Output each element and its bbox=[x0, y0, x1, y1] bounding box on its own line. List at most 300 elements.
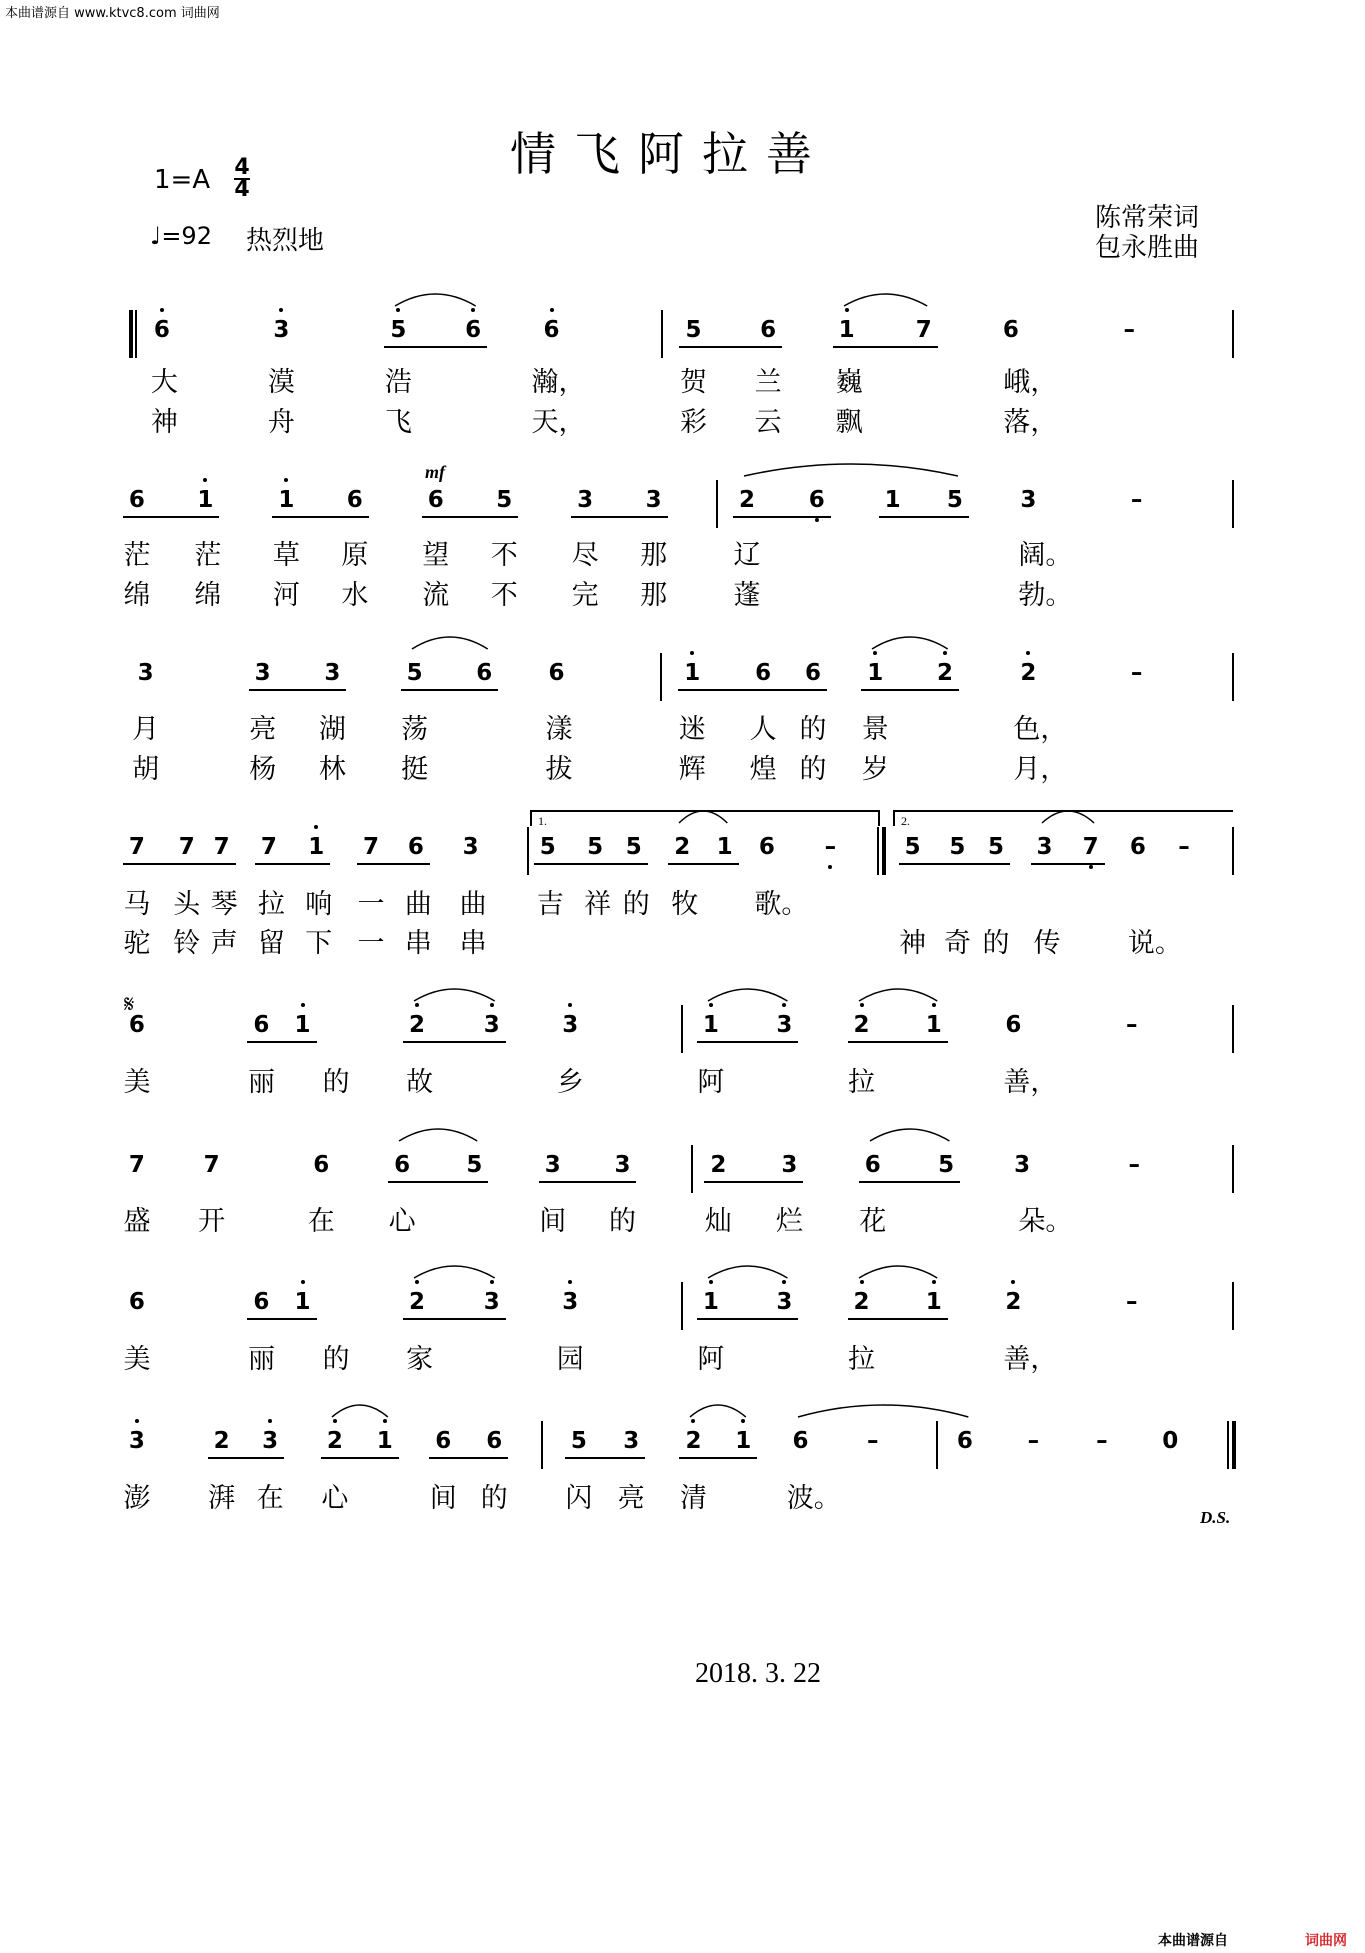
expression-mark: 热烈地 bbox=[246, 226, 325, 256]
octave-dot bbox=[932, 1003, 936, 1007]
lyric-syllable: 杨 bbox=[249, 754, 277, 785]
lyric-syllable: 贺 bbox=[679, 367, 707, 398]
lyric-syllable: 辉 bbox=[678, 754, 706, 785]
beam-underline bbox=[401, 689, 499, 691]
note: 6 bbox=[407, 834, 424, 860]
lyric-syllable: 的 bbox=[799, 754, 827, 785]
note: 6 bbox=[792, 1428, 809, 1454]
lyric-syllable: 巍 bbox=[835, 367, 863, 398]
lyric-syllable: 月 bbox=[132, 714, 160, 745]
lyric-syllable: 的 bbox=[322, 1344, 350, 1375]
note: 6 bbox=[804, 660, 821, 686]
note: 3 bbox=[645, 487, 662, 513]
composer-credit: 包永胜曲 bbox=[1095, 233, 1200, 263]
note: – bbox=[1123, 317, 1135, 343]
octave-dot bbox=[268, 1419, 272, 1423]
lyric-syllable: 心 bbox=[321, 1483, 349, 1514]
lyric-syllable: 景 bbox=[861, 714, 889, 745]
lyric-syllable: 一 bbox=[357, 889, 385, 920]
beam-underline bbox=[697, 1041, 798, 1043]
lyric-syllable: 神 bbox=[150, 407, 178, 438]
note: 5 bbox=[987, 834, 1004, 860]
date-text: 2018. 3. 22 bbox=[695, 1658, 821, 1689]
beam-underline bbox=[123, 516, 219, 518]
note: 2 bbox=[1005, 1289, 1022, 1315]
lyric-syllable: 尽 bbox=[571, 540, 599, 571]
bar-line bbox=[1232, 480, 1234, 528]
note: – bbox=[1128, 1152, 1140, 1178]
lyric-syllable: 曲 bbox=[404, 889, 432, 920]
note: 5 bbox=[466, 1152, 483, 1178]
slur bbox=[706, 1260, 789, 1280]
lyric-syllable: 的 bbox=[799, 714, 827, 745]
lyric-syllable: 湃 bbox=[208, 1483, 236, 1514]
lyric-syllable: 漠 bbox=[267, 367, 295, 398]
lyric-syllable: 在 bbox=[307, 1206, 335, 1237]
bar-line-heavy bbox=[882, 827, 886, 875]
beam-underline bbox=[1031, 863, 1105, 865]
lyric-syllable: 飞 bbox=[384, 407, 412, 438]
note: – bbox=[1027, 1428, 1040, 1454]
note: 3 bbox=[781, 1152, 798, 1178]
lyric-syllable: 美 bbox=[123, 1067, 151, 1098]
lyric-syllable: 传 bbox=[1033, 928, 1061, 959]
note: 2 bbox=[674, 834, 691, 860]
slur bbox=[688, 1399, 748, 1419]
beam-underline bbox=[321, 1457, 399, 1459]
lyric-syllable: 挺 bbox=[401, 754, 429, 785]
lyric-syllable: 一 bbox=[357, 928, 385, 959]
footer-site: 词曲网 bbox=[1305, 1933, 1347, 1949]
octave-dot bbox=[828, 865, 832, 869]
lyric-syllable: 牧 bbox=[671, 889, 699, 920]
note: 6 bbox=[128, 487, 145, 513]
octave-dot bbox=[741, 1419, 745, 1423]
note: 6 bbox=[548, 660, 565, 686]
lyric-syllable: 澎 bbox=[123, 1483, 151, 1514]
note: 2 bbox=[710, 1152, 727, 1178]
note: 7 bbox=[178, 834, 195, 860]
lyric-syllable: 马 bbox=[123, 889, 151, 920]
lyric-syllable: 乡 bbox=[556, 1067, 584, 1098]
bar-line-heavy bbox=[129, 310, 133, 358]
lyric-syllable: 丽 bbox=[247, 1067, 275, 1098]
beam-underline bbox=[247, 1318, 316, 1320]
note: 7 bbox=[213, 834, 230, 860]
note: 1 bbox=[294, 1012, 311, 1038]
beam-underline bbox=[859, 1181, 960, 1183]
note: 5 bbox=[390, 317, 407, 343]
note: 6 bbox=[394, 1152, 411, 1178]
slur bbox=[857, 983, 939, 1003]
bar-line bbox=[936, 1421, 938, 1469]
lyric-syllable: 瀚， bbox=[531, 367, 586, 398]
lyric-syllable: 留 bbox=[257, 928, 285, 959]
octave-dot bbox=[314, 825, 318, 829]
lyric-syllable: 荡 bbox=[401, 714, 429, 745]
note: – bbox=[1096, 1428, 1108, 1454]
slur bbox=[842, 288, 929, 308]
lyric-syllable: 波。 bbox=[786, 1483, 841, 1514]
bar-line bbox=[1232, 310, 1234, 358]
octave-dot bbox=[490, 1003, 494, 1007]
note: 3 bbox=[324, 660, 341, 686]
lyric-syllable: 拉 bbox=[848, 1067, 876, 1098]
octave-dot bbox=[943, 651, 947, 655]
octave-dot bbox=[1026, 651, 1030, 655]
octave-dot bbox=[932, 1280, 936, 1284]
note: 3 bbox=[262, 1428, 279, 1454]
note: 6 bbox=[427, 487, 444, 513]
volta-2 bbox=[893, 810, 1233, 826]
note: 6 bbox=[253, 1289, 270, 1315]
octave-dot bbox=[415, 1003, 419, 1007]
lyric-syllable: 茫 bbox=[194, 540, 222, 571]
time-bottom: 4 bbox=[234, 177, 250, 202]
note: 6 bbox=[128, 1012, 145, 1038]
lyric-syllable: 烂 bbox=[775, 1206, 803, 1237]
lyric-syllable: 色， bbox=[1013, 714, 1068, 745]
lyric-syllable: 拔 bbox=[545, 754, 573, 785]
beam-underline bbox=[848, 1041, 948, 1043]
lyric-syllable: 大 bbox=[150, 367, 178, 398]
song-title: 情飞阿拉善 bbox=[510, 127, 830, 181]
beam-underline bbox=[679, 346, 782, 348]
slur bbox=[868, 1123, 951, 1143]
lyric-syllable: 流 bbox=[422, 580, 450, 611]
lyric-syllable: 故 bbox=[406, 1067, 434, 1098]
note: 2 bbox=[685, 1428, 702, 1454]
octave-dot bbox=[709, 1003, 713, 1007]
lyric-syllable: 月， bbox=[1013, 754, 1068, 785]
note: 1 bbox=[702, 1289, 719, 1315]
lyric-syllable: 亮 bbox=[617, 1483, 645, 1514]
note: 2 bbox=[326, 1428, 343, 1454]
beam-underline bbox=[403, 1041, 506, 1043]
note: 5 bbox=[625, 834, 642, 860]
beam-underline bbox=[704, 1181, 803, 1183]
note: 6 bbox=[435, 1428, 452, 1454]
lyric-syllable: 草 bbox=[272, 540, 300, 571]
lyric-syllable: 歌。 bbox=[754, 889, 809, 920]
bar-line bbox=[691, 1145, 693, 1193]
note: 3 bbox=[614, 1152, 631, 1178]
note: 6 bbox=[313, 1152, 330, 1178]
bar-line bbox=[1232, 1282, 1234, 1330]
octave-dot bbox=[782, 1003, 786, 1007]
lyric-syllable: 响 bbox=[305, 889, 333, 920]
beam-underline bbox=[357, 863, 430, 865]
lyric-syllable: 舟 bbox=[267, 407, 295, 438]
note: 3 bbox=[577, 487, 594, 513]
lyric-syllable: 望 bbox=[422, 540, 450, 571]
tempo-mark: ♩=92 bbox=[150, 222, 212, 250]
lyric-syllable: 落， bbox=[1003, 407, 1058, 438]
note: 0 bbox=[1162, 1428, 1179, 1454]
key-text: 1=A bbox=[154, 165, 211, 195]
beam-underline bbox=[848, 1318, 948, 1320]
lyric-syllable: 的 bbox=[480, 1483, 508, 1514]
note: 1 bbox=[735, 1428, 752, 1454]
beam-underline bbox=[272, 516, 368, 518]
beam-underline bbox=[123, 863, 236, 865]
octave-dot bbox=[284, 478, 288, 482]
note: 2 bbox=[936, 660, 953, 686]
note: 3 bbox=[1014, 1152, 1031, 1178]
note: 7 bbox=[128, 834, 145, 860]
lyric-syllable: 声 bbox=[210, 928, 238, 959]
lyric-syllable: 水 bbox=[341, 580, 369, 611]
lyric-syllable: 间 bbox=[429, 1483, 457, 1514]
beam-underline bbox=[384, 346, 487, 348]
volta-1-label: 1. bbox=[538, 814, 547, 828]
note: – bbox=[1125, 1012, 1138, 1038]
note: 5 bbox=[685, 317, 702, 343]
beam-underline bbox=[697, 1318, 798, 1320]
beam-underline bbox=[249, 689, 347, 691]
slur bbox=[393, 288, 478, 308]
note: 5 bbox=[949, 834, 966, 860]
lyric-syllable: 的 bbox=[622, 889, 650, 920]
bar-line bbox=[660, 653, 662, 701]
lyric-syllable: 吉 bbox=[536, 889, 564, 920]
lyric-syllable: 曲 bbox=[459, 889, 487, 920]
note: 3 bbox=[483, 1012, 500, 1038]
bar-line bbox=[681, 1005, 683, 1053]
octave-dot bbox=[490, 1280, 494, 1284]
bar-line bbox=[877, 827, 879, 875]
note: 1 bbox=[684, 660, 701, 686]
note: 7 bbox=[260, 834, 277, 860]
note: 1 bbox=[197, 487, 214, 513]
lyric-syllable: 天， bbox=[531, 407, 586, 438]
lyric-syllable: 拉 bbox=[257, 889, 285, 920]
lyric-syllable: 飘 bbox=[835, 407, 863, 438]
lyric-syllable: 绵 bbox=[194, 580, 222, 611]
bar-line bbox=[1232, 1005, 1234, 1053]
note: 3 bbox=[562, 1289, 579, 1315]
time-top: 4 bbox=[234, 155, 250, 180]
note: 5 bbox=[406, 660, 423, 686]
bar-line bbox=[1232, 827, 1234, 875]
lyric-syllable: 在 bbox=[256, 1483, 284, 1514]
note: 3 bbox=[128, 1428, 145, 1454]
lyric-syllable: 阔。 bbox=[1018, 540, 1073, 571]
beam-underline bbox=[429, 1457, 508, 1459]
octave-dot bbox=[203, 478, 207, 482]
note: 6 bbox=[346, 487, 363, 513]
octave-dot bbox=[782, 1280, 786, 1284]
note: 2 bbox=[213, 1428, 230, 1454]
note: 7 bbox=[128, 1152, 145, 1178]
lyric-syllable: 兰 bbox=[754, 367, 782, 398]
octave-dot bbox=[1089, 865, 1093, 869]
lyric-syllable: 丽 bbox=[247, 1344, 275, 1375]
note: 1 bbox=[702, 1012, 719, 1038]
slur bbox=[330, 1399, 390, 1419]
lyric-syllable: 胡 bbox=[132, 754, 160, 785]
octave-dot bbox=[383, 1419, 387, 1423]
note: 5 bbox=[496, 487, 513, 513]
octave-dot bbox=[815, 518, 819, 522]
octave-dot bbox=[709, 1280, 713, 1284]
note: – bbox=[866, 1428, 879, 1454]
note: 6 bbox=[486, 1428, 503, 1454]
note: – bbox=[1125, 1289, 1138, 1315]
lyric-syllable: 人 bbox=[749, 714, 777, 745]
note: 6 bbox=[253, 1012, 270, 1038]
volta-1 bbox=[530, 810, 880, 826]
octave-dot bbox=[568, 1280, 572, 1284]
note: 1 bbox=[884, 487, 901, 513]
bar-line bbox=[135, 310, 137, 358]
lyric-syllable: 盛 bbox=[123, 1206, 151, 1237]
note: 7 bbox=[915, 317, 932, 343]
note: 3 bbox=[462, 834, 479, 860]
octave-dot bbox=[550, 308, 554, 312]
note: 6 bbox=[465, 317, 482, 343]
note: 6 bbox=[760, 317, 777, 343]
beam-underline bbox=[208, 1457, 285, 1459]
note: 7 bbox=[203, 1152, 220, 1178]
bar-line bbox=[1232, 1145, 1234, 1193]
note: – bbox=[1130, 487, 1143, 513]
bar-line-heavy bbox=[1232, 1421, 1236, 1469]
beam-underline bbox=[571, 516, 667, 518]
octave-dot bbox=[860, 1003, 864, 1007]
octave-dot bbox=[568, 1003, 572, 1007]
note: 6 bbox=[153, 317, 170, 343]
note: 3 bbox=[776, 1289, 793, 1315]
note: 1 bbox=[838, 317, 855, 343]
lyric-syllable: 辽 bbox=[733, 540, 761, 571]
note: 1 bbox=[716, 834, 733, 860]
note: 6 bbox=[128, 1289, 145, 1315]
lyric-syllable: 铃 bbox=[173, 928, 201, 959]
note: 6 bbox=[476, 660, 493, 686]
bar-line bbox=[1227, 1421, 1229, 1469]
lyric-syllable: 峨， bbox=[1003, 367, 1058, 398]
note: – bbox=[1178, 834, 1190, 860]
octave-dot bbox=[279, 308, 283, 312]
lyric-syllable: 不 bbox=[490, 540, 518, 571]
lyric-syllable: 头 bbox=[173, 889, 201, 920]
slur bbox=[796, 1399, 970, 1419]
slur bbox=[742, 458, 960, 478]
lyric-syllable: 的 bbox=[609, 1206, 636, 1237]
lyric-syllable: 驼 bbox=[123, 928, 151, 959]
note: 6 bbox=[755, 660, 772, 686]
lyric-syllable: 绵 bbox=[123, 580, 151, 611]
beam-underline bbox=[833, 346, 938, 348]
lyric-syllable: 原 bbox=[341, 540, 369, 571]
note: 1 bbox=[308, 834, 325, 860]
note: 2 bbox=[409, 1012, 426, 1038]
note: 3 bbox=[1036, 834, 1053, 860]
beam-underline bbox=[668, 863, 738, 865]
octave-dot bbox=[135, 1419, 139, 1423]
lyric-syllable: 拉 bbox=[848, 1344, 876, 1375]
lyric-syllable: 奇 bbox=[943, 928, 971, 959]
note: 5 bbox=[587, 834, 604, 860]
octave-dot bbox=[396, 308, 400, 312]
note: 5 bbox=[904, 834, 921, 860]
lyric-syllable: 不 bbox=[490, 580, 518, 611]
note: 5 bbox=[570, 1428, 587, 1454]
note: 6 bbox=[1005, 1012, 1022, 1038]
octave-dot bbox=[333, 1419, 337, 1423]
slur bbox=[412, 983, 497, 1003]
note: 1 bbox=[376, 1428, 393, 1454]
octave-dot bbox=[301, 1280, 305, 1284]
bar-line bbox=[661, 310, 663, 358]
lyric-syllable: 勃。 bbox=[1018, 580, 1073, 611]
octave-dot bbox=[1011, 1280, 1015, 1284]
dynamic-mf: mf bbox=[425, 462, 445, 482]
note: 6 bbox=[864, 1152, 881, 1178]
lyric-syllable: 间 bbox=[539, 1206, 567, 1237]
octave-dot bbox=[860, 1280, 864, 1284]
lyric-syllable: 迷 bbox=[678, 714, 706, 745]
bar-line bbox=[1232, 653, 1234, 701]
octave-dot bbox=[691, 1419, 695, 1423]
lyric-syllable: 蓬 bbox=[733, 580, 761, 611]
note: 2 bbox=[738, 487, 755, 513]
note: 1 bbox=[925, 1289, 942, 1315]
lyric-syllable: 善， bbox=[1003, 1067, 1058, 1098]
bar-line bbox=[681, 1282, 683, 1330]
segno-sign: 𝄋 bbox=[124, 990, 135, 1018]
lyric-syllable: 清 bbox=[679, 1483, 707, 1514]
slur bbox=[706, 983, 789, 1003]
beam-underline bbox=[422, 516, 518, 518]
beam-underline bbox=[388, 1181, 488, 1183]
note: 3 bbox=[623, 1428, 640, 1454]
beam-underline bbox=[255, 863, 330, 865]
note: 6 bbox=[543, 317, 560, 343]
lyric-syllable: 煌 bbox=[749, 754, 777, 785]
note: 2 bbox=[853, 1012, 870, 1038]
lyric-syllable: 阿 bbox=[697, 1067, 725, 1098]
note: 2 bbox=[1020, 660, 1037, 686]
beam-underline bbox=[403, 1318, 506, 1320]
slur bbox=[397, 1123, 479, 1143]
octave-dot bbox=[845, 308, 849, 312]
beam-underline bbox=[534, 863, 648, 865]
lyric-syllable: 闪 bbox=[565, 1483, 593, 1514]
lyric-syllable: 浩 bbox=[384, 367, 412, 398]
note: 3 bbox=[254, 660, 271, 686]
beam-underline bbox=[899, 863, 1010, 865]
lyric-syllable: 说。 bbox=[1127, 928, 1182, 959]
note: 3 bbox=[137, 660, 154, 686]
note: 3 bbox=[562, 1012, 579, 1038]
volta-2-label: 2. bbox=[901, 814, 910, 828]
lyric-syllable: 漾 bbox=[545, 714, 573, 745]
note: 1 bbox=[925, 1012, 942, 1038]
lyric-syllable: 的 bbox=[322, 1067, 350, 1098]
note: 5 bbox=[946, 487, 963, 513]
beam-underline bbox=[247, 1041, 316, 1043]
note: 1 bbox=[278, 487, 295, 513]
slur bbox=[410, 631, 490, 651]
bar-line bbox=[716, 480, 718, 528]
note: 7 bbox=[362, 834, 379, 860]
bar-line bbox=[541, 1421, 543, 1469]
octave-dot bbox=[873, 651, 877, 655]
note: 3 bbox=[1020, 487, 1037, 513]
note: 3 bbox=[776, 1012, 793, 1038]
